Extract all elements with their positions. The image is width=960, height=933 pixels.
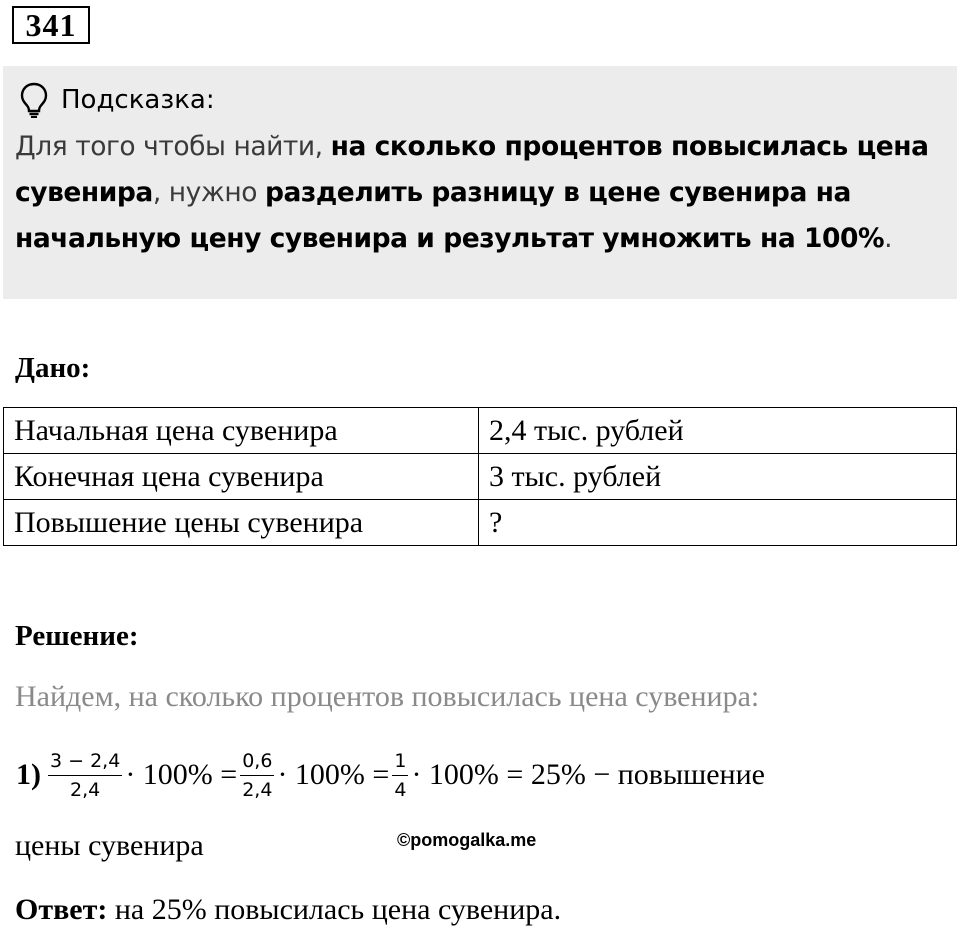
given-value: 3 тыс. рублей: [479, 454, 957, 500]
step-label: 1): [16, 758, 41, 791]
answer-text: на 25% повысилась цена сувенира.: [114, 893, 562, 926]
fraction-numerator: 1: [392, 750, 408, 776]
fraction-numerator: 0,6: [240, 750, 274, 776]
fraction-denominator: 4: [394, 778, 407, 801]
answer-line: [15, 893, 561, 927]
fraction-denominator: 2,4: [70, 778, 101, 801]
formula-text: · 100% = 25% − повышение: [411, 758, 765, 791]
given-value: 2,4 тыс. рублей: [479, 408, 957, 454]
hint-text-regular-3: .: [884, 223, 893, 254]
given-table: [3, 407, 957, 546]
answer-label: Ответ:: [15, 893, 108, 926]
solution-heading: Решение:: [15, 620, 139, 652]
formula-line: [16, 743, 765, 807]
solution-intro: Найдем, на сколько процентов повысилась цена сувенира:: [15, 680, 760, 713]
given-label: Повышение цены сувенира: [4, 500, 479, 546]
given-label: Конечная цена сувенира: [4, 454, 479, 500]
task-number: 341: [12, 6, 90, 44]
given-heading: Дано:: [15, 352, 91, 384]
formula-text: · 100% =: [125, 758, 238, 791]
hint-text: [15, 124, 953, 262]
fraction-1: [48, 750, 122, 801]
hint-box: [3, 66, 957, 299]
table-row: [4, 408, 957, 454]
formula-text: · 100% =: [277, 758, 390, 791]
given-value: ?: [479, 500, 957, 546]
given-label: Начальная цена сувенира: [4, 408, 479, 454]
fraction-numerator: 3 − 2,4: [48, 750, 122, 776]
formula-continuation: цены сувенира: [15, 829, 204, 862]
fraction-denominator: 2,4: [242, 778, 273, 801]
table-row: [4, 500, 957, 546]
lightbulb-icon: [19, 82, 49, 118]
hint-text-regular-1: Для того чтобы найти,: [15, 131, 331, 162]
hint-text-regular-2: , нужно: [152, 177, 265, 208]
hint-header: [19, 82, 215, 118]
watermark: ©pomogalka.me: [397, 830, 537, 850]
hint-title: Подсказка:: [61, 85, 215, 115]
table-row: [4, 454, 957, 500]
hint-text-bold-2: разделить разницу в цене сувенира на начальную цену сувенира и результат умножить на 100%: [15, 177, 885, 254]
hint-text-bold-1: на сколько процентов повысилась цена сувенира: [15, 131, 929, 208]
fraction-3: [392, 750, 408, 801]
fraction-2: [240, 750, 274, 801]
